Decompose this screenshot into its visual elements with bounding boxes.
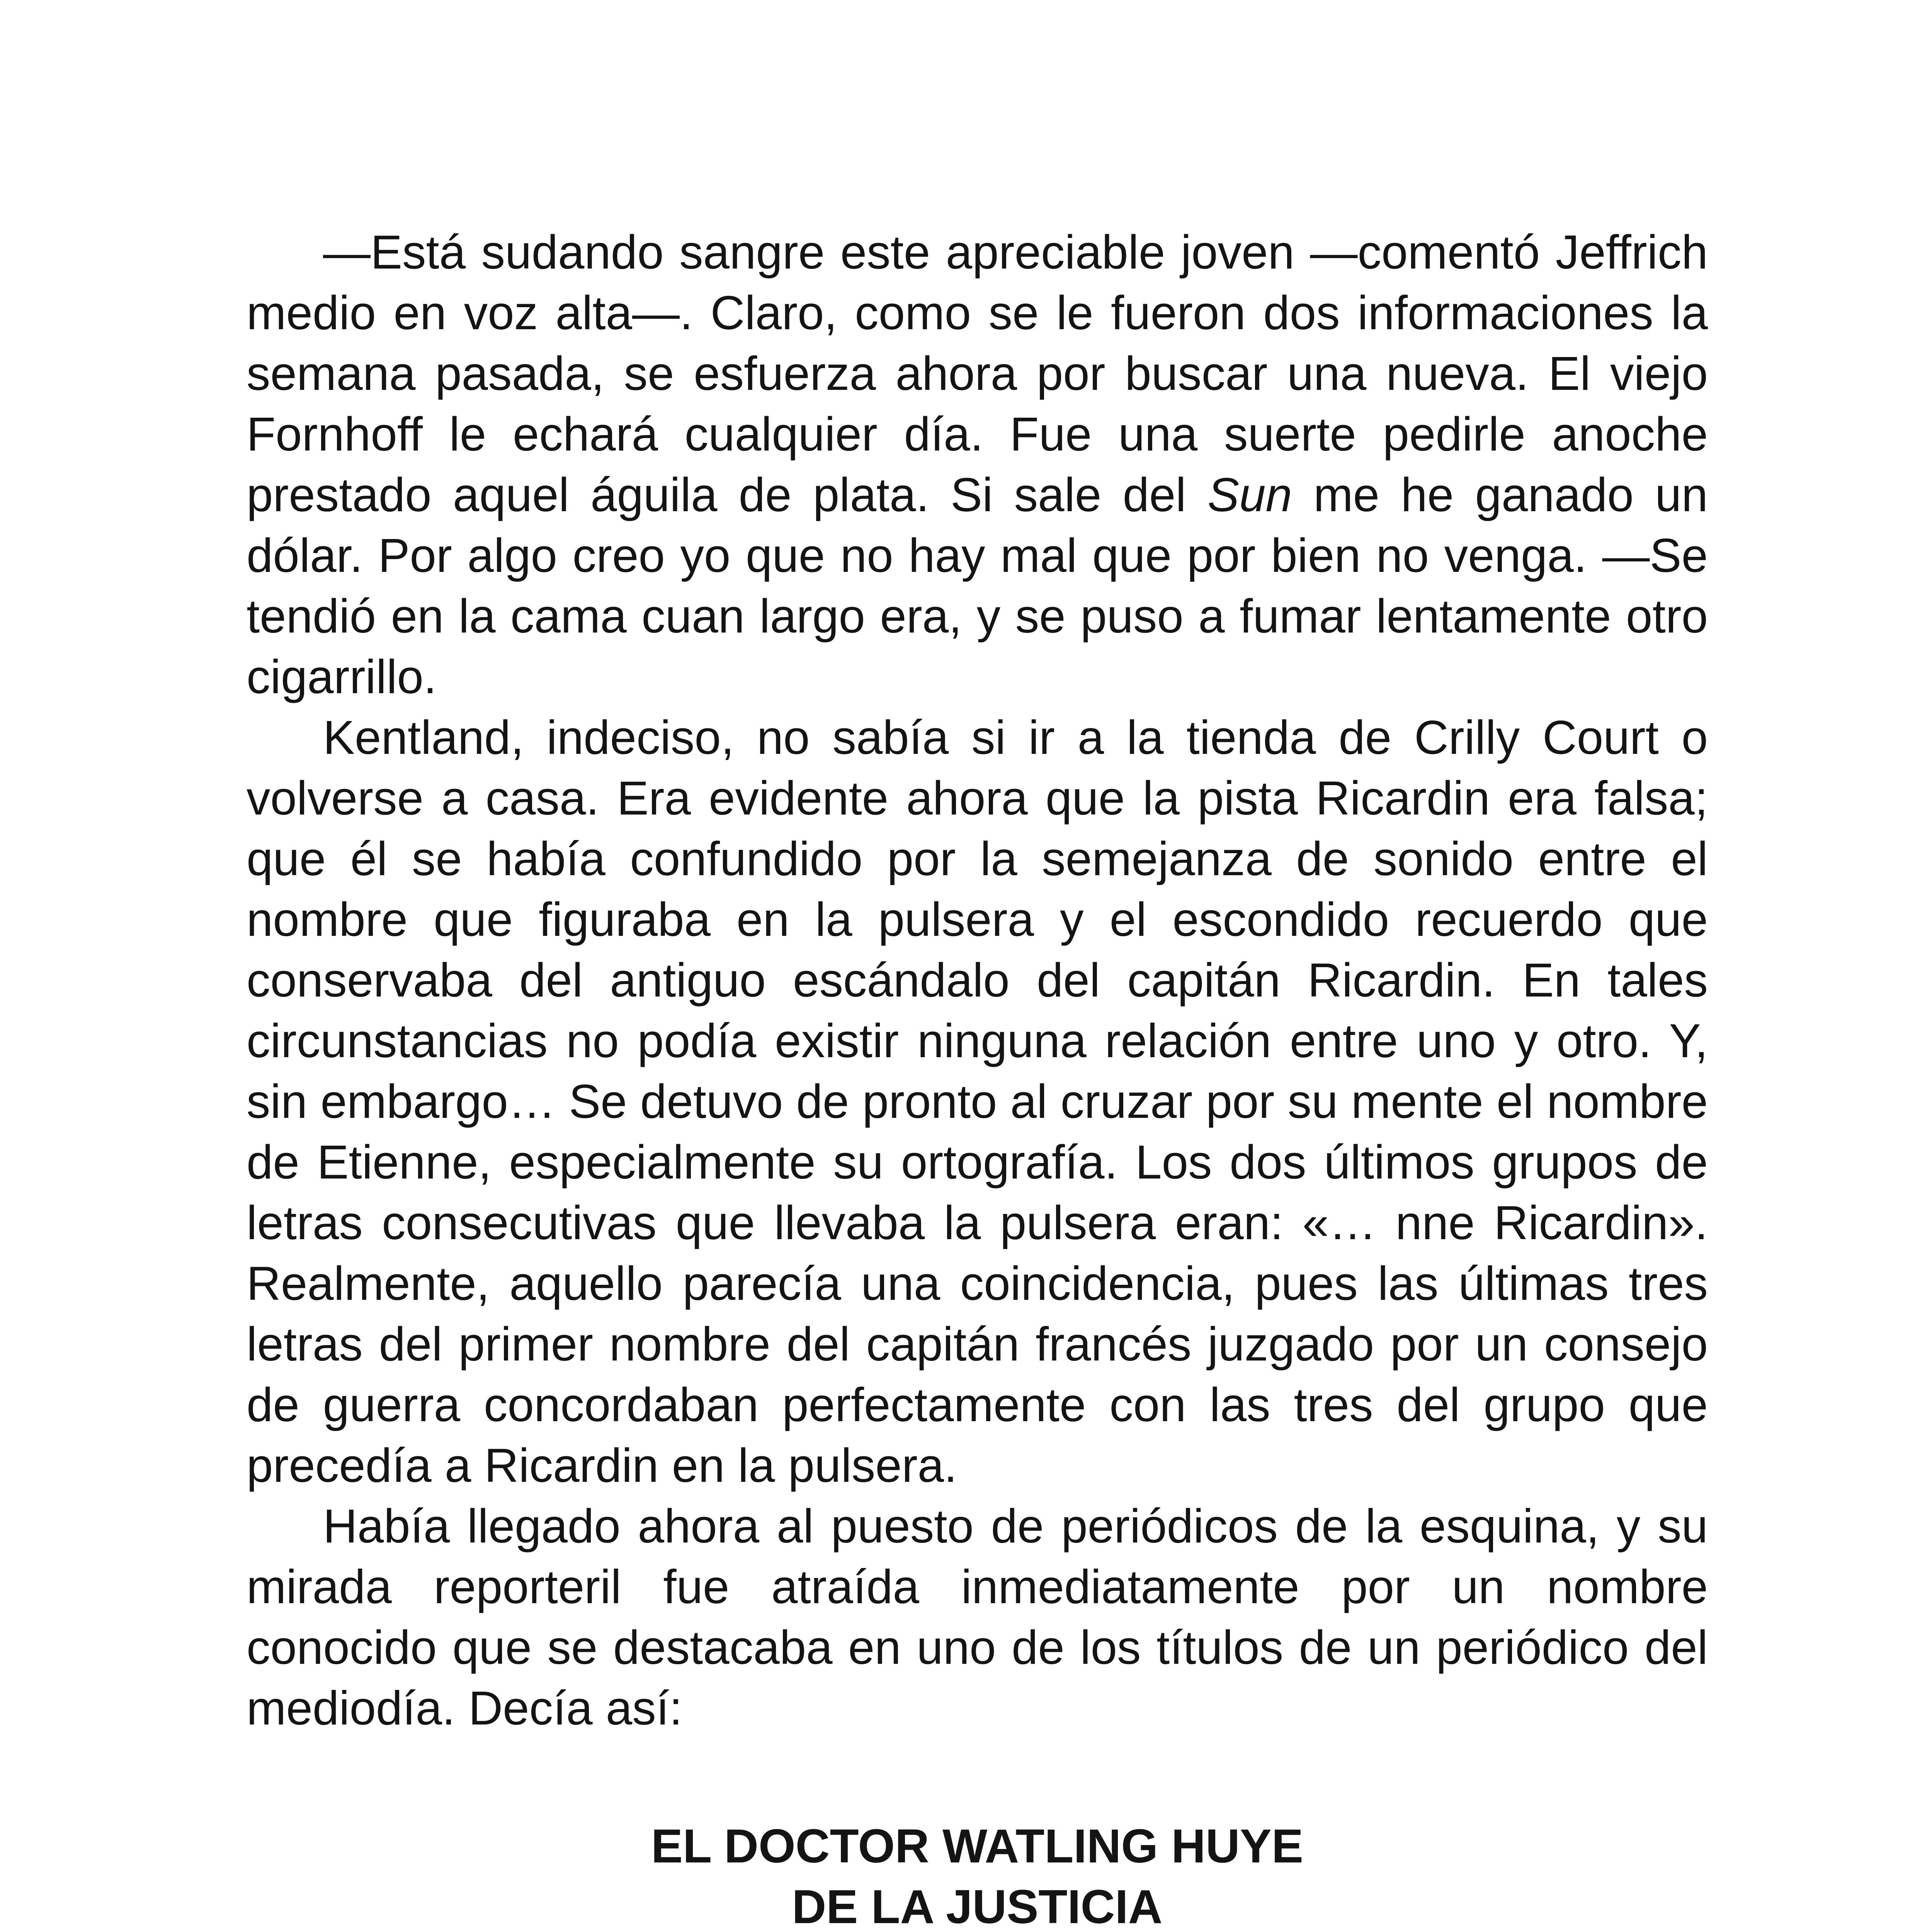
newspaper-title-sun: Sun xyxy=(1208,469,1292,522)
paragraph-1 xyxy=(247,222,1708,707)
newspaper-headline xyxy=(247,1816,1708,1932)
paragraph-2: Kentland, indeciso, no sabía si ir a la tienda de Crilly Court o volverse a casa. Era evidente ahora que la pista Ricardin era falsa; que él se había confundido por la semejanza de sonido entre el nombre que figuraba en la pulsera y el escondido recuerdo que conservaba del antiguo escándalo del capitán Ricardin. En tales circunstancias no podía existir ninguna relación entre uno y otro. Y, sin embargo… Se detuvo de pronto al cruzar por su mente el nombre de Etienne, especialmente su ortografía. Los dos últimos grupos de letras consecutivas que llevaba la pulsera eran: «… nne Ricardin». Realmente, aquello parecía una coincidencia, pues las últimas tres letras del primer nombre del capitán francés juzgado por un consejo de guerra concordaban perfectamente con las tres del grupo que precedía a Ricardin en la pulsera. xyxy=(247,711,1708,1492)
headline-line-1: EL DOCTOR WATLING HUYE xyxy=(651,1820,1303,1873)
paragraph-3: Había llegado ahora al puesto de periódicos de la esquina, y su mirada reporteril fue atraída inmediatamente por un nombre conocido que se destacaba en uno de los títulos de un periódico del mediodía. Decía así: xyxy=(247,1500,1708,1735)
paragraph-1-text-end: me he ganado un dólar. Por algo creo yo que no hay mal que por bien no venga. —Se tendió en la cama cuan largo era, y se puso a fumar lentamente otro cigarrillo. xyxy=(247,469,1708,704)
body-text xyxy=(247,222,1708,1739)
headline-line-2: DE LA JUSTICIA xyxy=(792,1881,1163,1932)
paragraph-1-text-start: —Está sudando sangre este apreciable joven —comentó Jeffrich medio en voz alta—. Claro, como se le fueron dos informaciones la semana pasada, se esfuerza ahora por buscar una nueva. El viejo Fornhoff le echará cualquier día. Fue una suerte pedirle anoche prestado aquel águila de plata. Si sale del xyxy=(247,226,1708,522)
